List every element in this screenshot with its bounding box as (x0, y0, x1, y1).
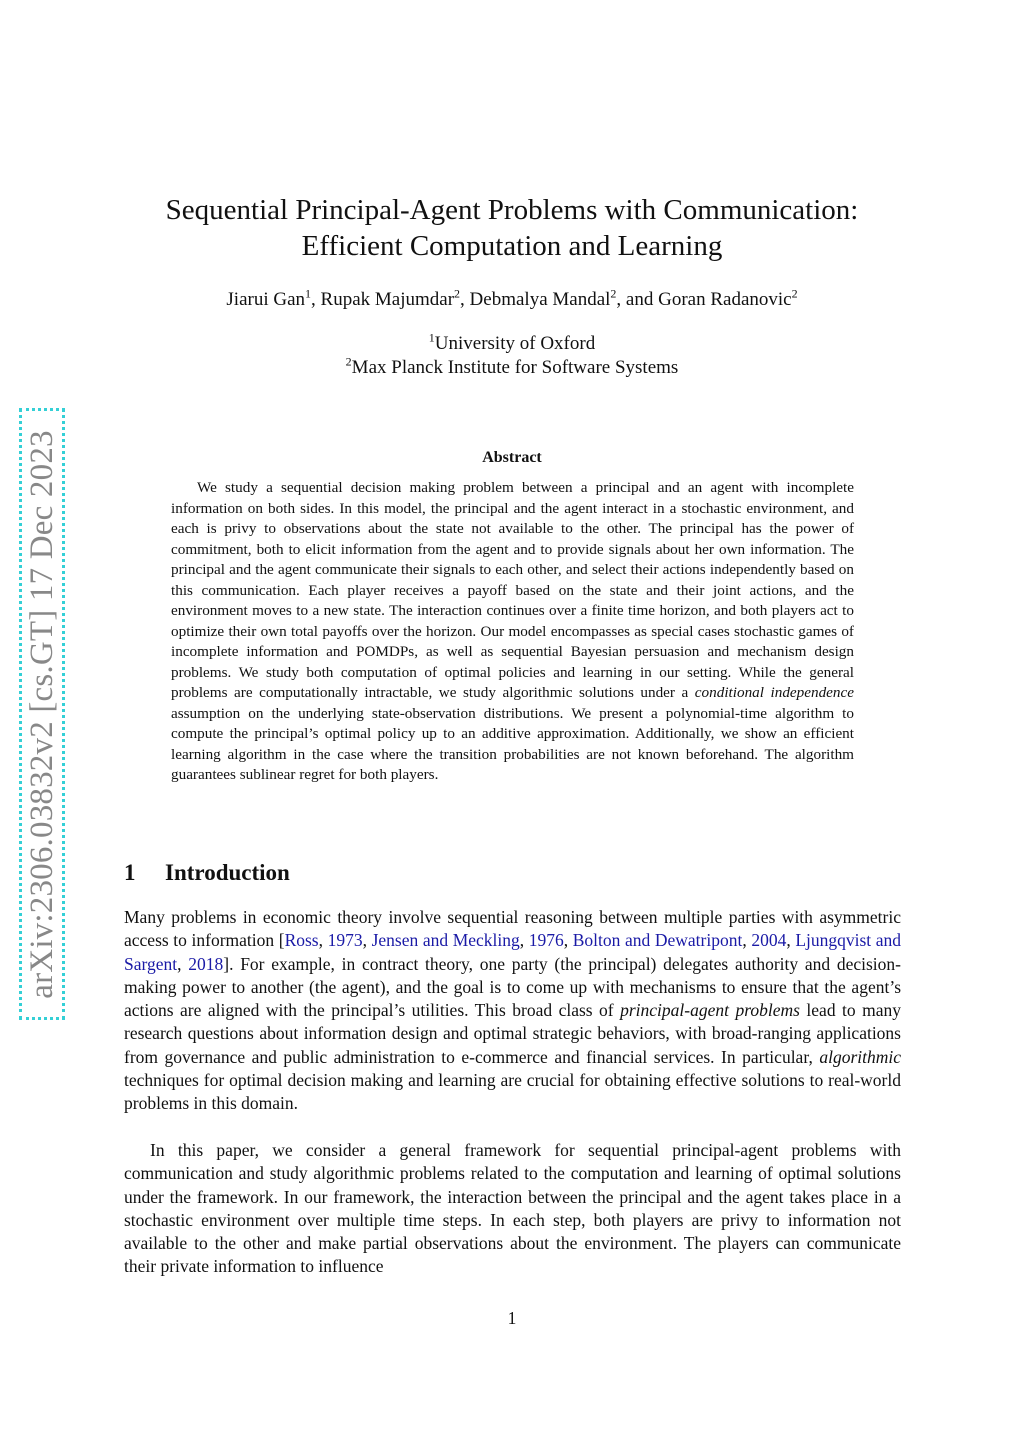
citation-separator: , (786, 930, 796, 951)
arxiv-identifier: arXiv:2306.03832v2 [cs.GT] 17 Dec 2023 (23, 429, 60, 999)
emphasis-text: principal-agent problems (620, 1000, 800, 1021)
affiliation-mark: 2 (345, 354, 352, 369)
citation-separator: , (177, 953, 189, 974)
citation-separator: , (318, 930, 328, 951)
abstract-text: We study a sequential decision making problem between a principal and an agent with incomplete information on both sides. In this model, the principal and the agent interact in a stochastic environment, and each is privy to observations about the state not available to the other. The principal has the power of commitment, both to elicit information from the agent and to provide signals about her own information. The principal and the agent communicate their signals to each other, and select their actions independently based on this communication. Each player receives a payoff based on the state and their joint actions, and the environment moves to a new state. The interaction continues over a finite time horizon, and both players act to optimize their own total payoffs over the horizon. Our model encompasses as special cases stochastic games of incomplete information and POMDPs, as well as sequential Bayesian persuasion and mechanism design problems. We study both computation of optimal policies and learning in our setting. While the general problems are computationally intractable, we study algorithmic solutions under a (171, 479, 854, 701)
section-number: 1 (124, 860, 136, 885)
page-number: 1 (507, 1308, 517, 1328)
abstract-text: assumption on the underlying state-observation distributions. We present a polynomial-time algorithm to compute the principal’s optimal policy up to an additive approximation. Additionally, we show an efficient learning algorithm in the case where the transition probabilities are not known beforehand. The algorithm guarantees sublinear regret for both players. (171, 704, 854, 783)
title-line-2: Efficient Computation and Learning (301, 230, 723, 262)
abstract-heading: Abstract (482, 449, 542, 466)
citation-link[interactable]: 1976 (528, 930, 564, 951)
section-title: Introduction (165, 860, 290, 885)
abstract-emphasis: conditional independence (694, 684, 854, 701)
citation-separator: , (742, 930, 752, 951)
paragraph-text: Many problems in economic theory involve sequential reasoning between multiple parties with asymmetric access to information [ (124, 907, 901, 951)
author-name: Goran Radanovic (658, 289, 792, 310)
citation-separator: , (519, 930, 529, 951)
emphasis-text: algorithmic (819, 1046, 901, 1067)
title-line-1: Sequential Principal-Agent Problems with Communication: (165, 194, 859, 226)
author-affil-mark: 1 (305, 286, 312, 301)
section-heading-introduction (124, 858, 290, 888)
citation-link[interactable]: Ross (284, 930, 319, 951)
citation-separator: , (362, 930, 372, 951)
citation-link[interactable]: 1973 (327, 930, 363, 951)
author-name: Jiarui Gan (226, 289, 306, 310)
author-affil-mark: 2 (610, 286, 617, 301)
affiliation-mark: 1 (428, 330, 435, 345)
affiliation-name: Max Planck Institute for Software Systems (351, 357, 679, 378)
author-list (120, 287, 904, 313)
paragraph-text: ]. For example, in contract theory, one party (the principal) delegates authority and decision-making power to another (the agent), and the goal is to come up with mechanisms to ensure that the agent’s actions are aligned with the principal’s utilities. This broad class of (124, 953, 902, 1021)
arxiv-side-stamp (19, 408, 65, 1020)
author-separator: , (460, 289, 470, 310)
author-affil-mark: 2 (791, 286, 798, 301)
author-separator: , (311, 289, 321, 310)
citation-link[interactable]: 2018 (188, 953, 224, 974)
paragraph-text: techniques for optimal decision making and learning are crucial for obtaining effective solutions to real-world problems in this domain. (124, 1070, 901, 1114)
affiliation-max-planck (120, 356, 904, 380)
paragraph-text: lead to many research questions about information design and optimal strategic behaviors, with broad-ranging applications from governance and public administration to e-commerce and financial services. In particular, (124, 1000, 902, 1067)
intro-paragraph-2: In this paper, we consider a general framework for sequential principal-agent problems with communication and study algorithmic problems related to the computation and learning of optimal solutions under the framework. In our framework, the interaction between the principal and the agent takes place in a stochastic environment over multiple time steps. In each step, both players are privy to information not available to the other and make partial observations about the environment. The players can communicate their private information to influence (124, 1140, 901, 1277)
author-affil-mark: 2 (454, 286, 461, 301)
citation-link[interactable]: Ljungqvist and Sargent (124, 930, 902, 974)
citation-link[interactable]: Bolton and Dewatripont (572, 930, 743, 951)
citation-link[interactable]: 2004 (751, 930, 787, 951)
citation-separator: , (563, 930, 573, 951)
affiliation-name: University of Oxford (434, 333, 596, 354)
author-separator: , and (616, 289, 659, 310)
author-name: Rupak Majumdar (320, 289, 455, 310)
affiliation-oxford (120, 332, 904, 356)
paper-title (120, 192, 904, 264)
abstract-body (171, 478, 854, 786)
intro-paragraph-1 (124, 906, 901, 1116)
author-name: Debmalya Mandal (469, 289, 611, 310)
citation-link[interactable]: Jensen and Meckling (371, 930, 520, 951)
